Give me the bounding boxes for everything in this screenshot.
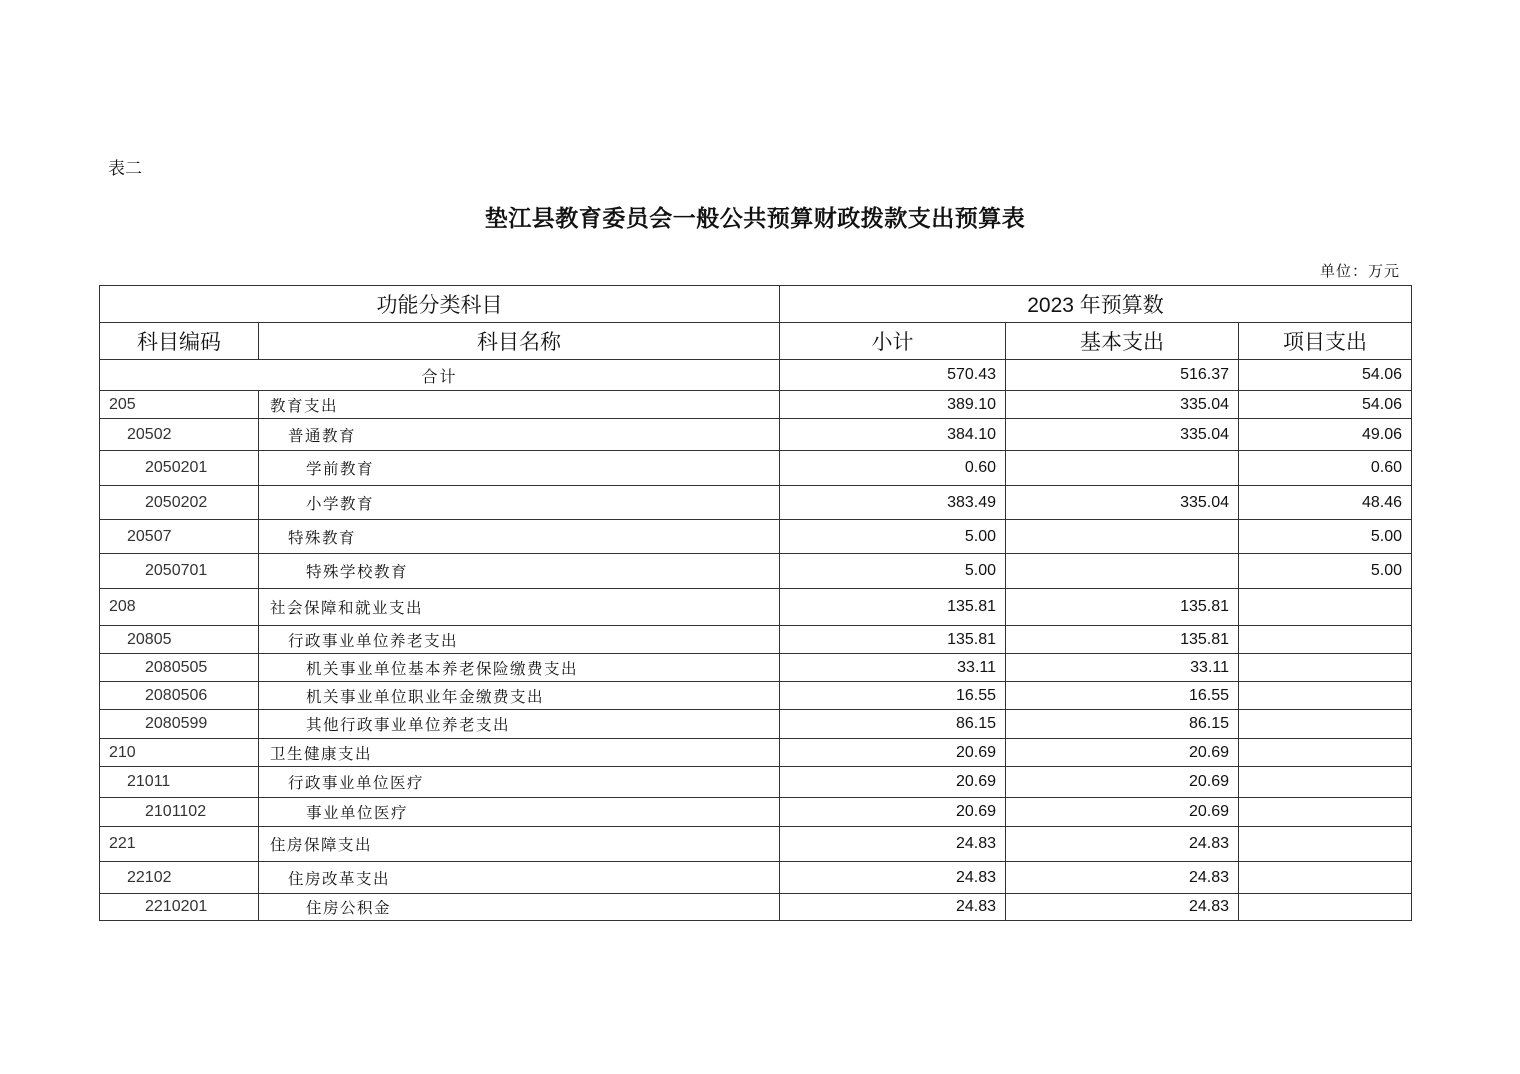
row-code: 221	[100, 827, 259, 862]
row-subtotal: 135.81	[780, 589, 1006, 626]
table-row	[100, 520, 1412, 554]
row-name: 教育支出	[259, 391, 780, 419]
row-code: 20507	[100, 520, 259, 554]
row-basic	[1006, 554, 1239, 589]
row-code: 2080506	[100, 682, 259, 710]
row-basic: 135.81	[1006, 626, 1239, 654]
document-label: 表二	[108, 159, 142, 179]
row-basic: 16.55	[1006, 682, 1239, 710]
page-title: 垫江县教育委员会一般公共预算财政拨款支出预算表	[484, 205, 1026, 232]
row-name: 事业单位医疗	[259, 798, 780, 827]
table-row	[100, 451, 1412, 486]
row-project	[1239, 862, 1412, 894]
row-name: 学前教育	[259, 451, 780, 486]
row-code: 2101102	[100, 798, 259, 827]
column-header-row	[100, 323, 1412, 360]
header-name: 科目名称	[259, 323, 780, 360]
row-project	[1239, 626, 1412, 654]
row-subtotal: 0.60	[780, 451, 1006, 486]
row-name: 小学教育	[259, 486, 780, 520]
row-subtotal: 384.10	[780, 419, 1006, 451]
row-name: 住房公积金	[259, 894, 780, 921]
row-basic: 33.11	[1006, 654, 1239, 682]
row-project	[1239, 894, 1412, 921]
row-name: 特殊学校教育	[259, 554, 780, 589]
row-basic: 20.69	[1006, 767, 1239, 798]
unit-label: 单位：万元	[1319, 262, 1400, 280]
row-subtotal: 5.00	[780, 554, 1006, 589]
table-row	[100, 862, 1412, 894]
row-subtotal: 20.69	[780, 767, 1006, 798]
row-subtotal: 24.83	[780, 894, 1006, 921]
total-subtotal: 570.43	[780, 360, 1006, 391]
row-project	[1239, 827, 1412, 862]
row-project	[1239, 767, 1412, 798]
table-row	[100, 710, 1412, 739]
table-row	[100, 654, 1412, 682]
row-name: 其他行政事业单位养老支出	[259, 710, 780, 739]
row-code: 2080599	[100, 710, 259, 739]
row-name: 特殊教育	[259, 520, 780, 554]
table-row	[100, 682, 1412, 710]
row-name: 住房改革支出	[259, 862, 780, 894]
row-basic	[1006, 520, 1239, 554]
row-project	[1239, 710, 1412, 739]
table-body	[100, 360, 1412, 921]
table-row	[100, 486, 1412, 520]
total-label: 合计	[100, 360, 780, 391]
row-subtotal: 24.83	[780, 862, 1006, 894]
total-basic: 516.37	[1006, 360, 1239, 391]
row-code: 208	[100, 589, 259, 626]
row-project: 0.60	[1239, 451, 1412, 486]
row-project	[1239, 654, 1412, 682]
row-code: 2080505	[100, 654, 259, 682]
row-subtotal: 24.83	[780, 827, 1006, 862]
row-project: 49.06	[1239, 419, 1412, 451]
row-code: 22102	[100, 862, 259, 894]
row-code: 2050202	[100, 486, 259, 520]
row-code: 210	[100, 739, 259, 767]
row-name: 普通教育	[259, 419, 780, 451]
header-budget-year: 2023 年预算数	[780, 286, 1412, 323]
row-project	[1239, 739, 1412, 767]
header-basic: 基本支出	[1006, 323, 1239, 360]
table-row	[100, 626, 1412, 654]
table-row	[100, 798, 1412, 827]
row-code: 2210201	[100, 894, 259, 921]
row-basic: 24.83	[1006, 827, 1239, 862]
budget-table	[99, 285, 1412, 921]
table-row	[100, 554, 1412, 589]
row-subtotal: 5.00	[780, 520, 1006, 554]
row-code: 2050201	[100, 451, 259, 486]
row-code: 20502	[100, 419, 259, 451]
row-subtotal: 135.81	[780, 626, 1006, 654]
row-basic: 24.83	[1006, 862, 1239, 894]
row-project: 5.00	[1239, 554, 1412, 589]
row-name: 机关事业单位职业年金缴费支出	[259, 682, 780, 710]
table-row	[100, 894, 1412, 921]
row-subtotal: 33.11	[780, 654, 1006, 682]
row-project: 5.00	[1239, 520, 1412, 554]
row-basic: 20.69	[1006, 798, 1239, 827]
row-subtotal: 16.55	[780, 682, 1006, 710]
row-code: 2050701	[100, 554, 259, 589]
total-row	[100, 360, 1412, 391]
table-row	[100, 589, 1412, 626]
row-project	[1239, 682, 1412, 710]
row-basic: 335.04	[1006, 486, 1239, 520]
row-basic: 335.04	[1006, 419, 1239, 451]
row-basic: 20.69	[1006, 739, 1239, 767]
row-subtotal: 383.49	[780, 486, 1006, 520]
row-basic: 335.04	[1006, 391, 1239, 419]
row-basic	[1006, 451, 1239, 486]
row-name: 卫生健康支出	[259, 739, 780, 767]
header-subtotal: 小计	[780, 323, 1006, 360]
row-code: 20805	[100, 626, 259, 654]
row-project	[1239, 798, 1412, 827]
row-basic: 24.83	[1006, 894, 1239, 921]
row-code: 21011	[100, 767, 259, 798]
table-row	[100, 827, 1412, 862]
row-name: 住房保障支出	[259, 827, 780, 862]
total-project: 54.06	[1239, 360, 1412, 391]
row-subtotal: 20.69	[780, 798, 1006, 827]
row-name: 机关事业单位基本养老保险缴费支出	[259, 654, 780, 682]
row-subtotal: 389.10	[780, 391, 1006, 419]
row-name: 行政事业单位养老支出	[259, 626, 780, 654]
row-subtotal: 86.15	[780, 710, 1006, 739]
row-basic: 86.15	[1006, 710, 1239, 739]
table-row	[100, 739, 1412, 767]
header-project: 项目支出	[1239, 323, 1412, 360]
table-row	[100, 767, 1412, 798]
header-code: 科目编码	[100, 323, 259, 360]
row-basic: 135.81	[1006, 589, 1239, 626]
group-header-row	[100, 286, 1412, 323]
table-row	[100, 391, 1412, 419]
row-project: 48.46	[1239, 486, 1412, 520]
row-project: 54.06	[1239, 391, 1412, 419]
row-project	[1239, 589, 1412, 626]
row-name: 社会保障和就业支出	[259, 589, 780, 626]
row-code: 205	[100, 391, 259, 419]
table-row	[100, 419, 1412, 451]
row-subtotal: 20.69	[780, 739, 1006, 767]
row-name: 行政事业单位医疗	[259, 767, 780, 798]
header-function-class: 功能分类科目	[100, 286, 780, 323]
